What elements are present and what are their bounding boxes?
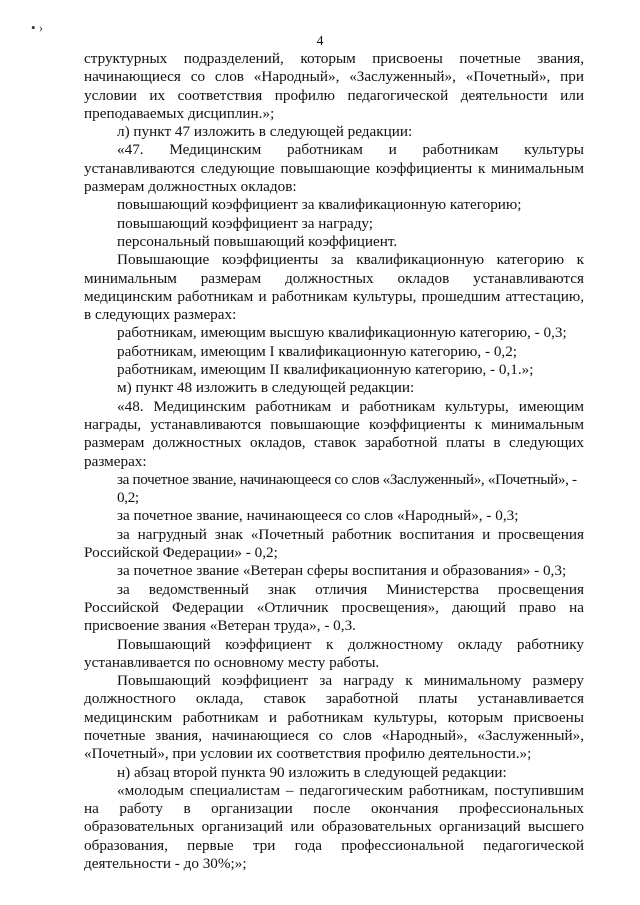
paragraph: м) пункт 48 изложить в следующей редакции: [117,379,415,397]
list-item: повышающий коэффициент за награду; [117,214,374,232]
paragraph: н) абзац второй пункта 90 изложить в следующей редакции: [117,763,507,781]
list-item: за почетное звание «Ветеран сферы воспитания и образования» - 0,3; [117,562,567,580]
list-item: работникам, имеющим II квалификационную категорию, - 0,1.»; [117,361,534,379]
paragraph: «47. Медицинским работникам и работникам культуры устанавливаются следующие повышающие коэффициенты к минимальным размерам должностных окладов: [84,141,584,196]
paragraph: «48. Медицинским работникам и работникам культуры, имеющим награды, устанавливаются повышающие коэффициенты к минимальным размерам должностных окладов, ставок заработной платы в следующих размерах: [84,397,584,470]
list-item: работникам, имеющим высшую квалификационную категорию, - 0,3; [117,324,567,342]
paragraph: структурных подразделений, которым присвоены почетные звания, начинающиеся со слов «Народный», «Заслуженный», «Почетный», при условии их соответствия профилю педагогической деятельности или преподаваемых дисциплин.»; [84,50,584,122]
document-body [84,50,584,873]
list-item: за ведомственный знак отличия Министерства просвещения Российской Федерации «Отличник просвещения», дающий право на присвоение звания «Ветеран труда», - 0,3. [84,580,584,635]
paragraph: Повышающий коэффициент за награду к минимальному размеру должностного оклада, ставок заработной платы устанавливается медицинским работникам и работникам культуры, которым присвоены почетные звания, начинающиеся со слов «Народный», «Заслуженный», «Почетный», при условии их соответствия профилю деятельности.»; [84,672,584,763]
corner-mark: • › [31,20,44,35]
list-item: работникам, имеющим I квалификационную категорию, - 0,2; [117,342,518,360]
page-number: 4 [316,34,324,49]
list-item: персональный повышающий коэффициент. [117,232,398,250]
paragraph: л) пункт 47 изложить в следующей редакции: [117,123,413,141]
paragraph: «молодым специалистам – педагогическим работникам, поступившим на работу в организации после окончания профессиональных образовательных организаций или образовательных организаций высшего образования, первые три года профессиональной педагогической деятельности - до 30%;»; [84,781,584,873]
list-item: повышающий коэффициент за квалификационную категорию; [117,196,522,214]
list-item: за почетное звание, начинающееся со слов «Народный», - 0,3; [117,507,519,525]
paragraph: Повышающие коэффициенты за квалификационную категорию к минимальным размерам должностных окладов устанавливаются медицинским работникам и работникам культуры, прошедшим аттестацию, в следующих размерах: [84,251,584,324]
list-item: за нагрудный знак «Почетный работник воспитания и просвещения Российской Федерации» - 0,2; [84,525,584,562]
paragraph: Повышающий коэффициент к должностному окладу работнику устанавливается по основному месту работы. [84,635,584,671]
list-item: за почетное звание, начинающееся со слов «Заслуженный», «Почетный», - 0,2; [117,470,577,507]
